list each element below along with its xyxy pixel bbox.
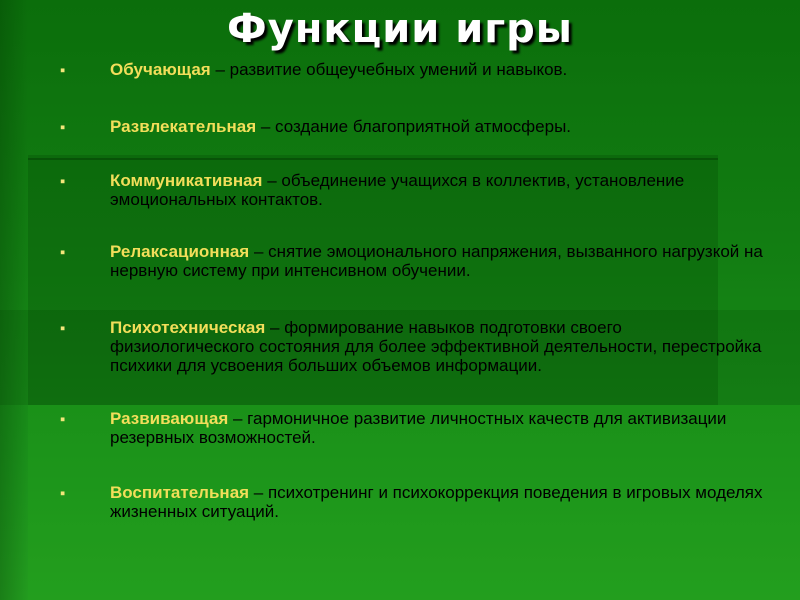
slide-title: Функции игры xyxy=(227,6,573,52)
background-decor-left xyxy=(0,0,28,600)
list-item-text xyxy=(110,409,770,447)
list-item-text xyxy=(110,117,770,136)
function-term: Обучающая xyxy=(110,60,211,79)
function-term: Воспитательная xyxy=(110,483,250,502)
list-item-text xyxy=(110,483,770,521)
function-description: – психотренинг и психокоррекция поведения в игровых моделях жизненных ситуаций. xyxy=(110,483,763,521)
function-description: – развитие общеучебных умений и навыков. xyxy=(210,60,568,79)
bullet-icon: ▪ xyxy=(60,173,66,190)
function-term: Релаксационная xyxy=(110,242,250,261)
list-item-text xyxy=(110,318,770,375)
function-description: – формирование навыков подготовки своего физиологического состояния для более эффективной деятельности, перестройка психики для усвоения больших объемов информации. xyxy=(110,318,762,375)
function-description: – объединение учащихся в коллектив, установление эмоциональных контактов. xyxy=(110,171,685,209)
list-item xyxy=(60,242,770,280)
bullet-icon: ▪ xyxy=(60,119,66,136)
function-description: – снятие эмоционального напряжения, вызванного нагрузкой на нервную систему при интенсивном обучении. xyxy=(110,242,763,280)
background-decor-line xyxy=(28,158,718,160)
function-term: Развлекательная xyxy=(110,117,257,136)
list-item xyxy=(60,60,770,79)
function-term: Психотехническая xyxy=(110,318,266,337)
bullet-icon: ▪ xyxy=(60,244,66,261)
list-item xyxy=(60,318,770,375)
list-item-text xyxy=(110,171,770,209)
bullet-icon: ▪ xyxy=(60,62,66,79)
list-item-text xyxy=(110,242,770,280)
bullet-icon: ▪ xyxy=(60,485,66,502)
bullet-icon: ▪ xyxy=(60,411,66,428)
list-item-text xyxy=(110,60,770,79)
list-item xyxy=(60,409,770,447)
function-term: Развивающая xyxy=(110,409,229,428)
function-description: – создание благоприятной атмосферы. xyxy=(256,117,572,136)
list-item xyxy=(60,171,770,209)
function-term: Коммуникативная xyxy=(110,171,263,190)
list-item xyxy=(60,117,770,136)
function-description: – гармоничное развитие личностных качеств для активизации резервных возможностей. xyxy=(110,409,727,447)
bullet-icon: ▪ xyxy=(60,320,66,337)
list-item xyxy=(60,483,770,521)
